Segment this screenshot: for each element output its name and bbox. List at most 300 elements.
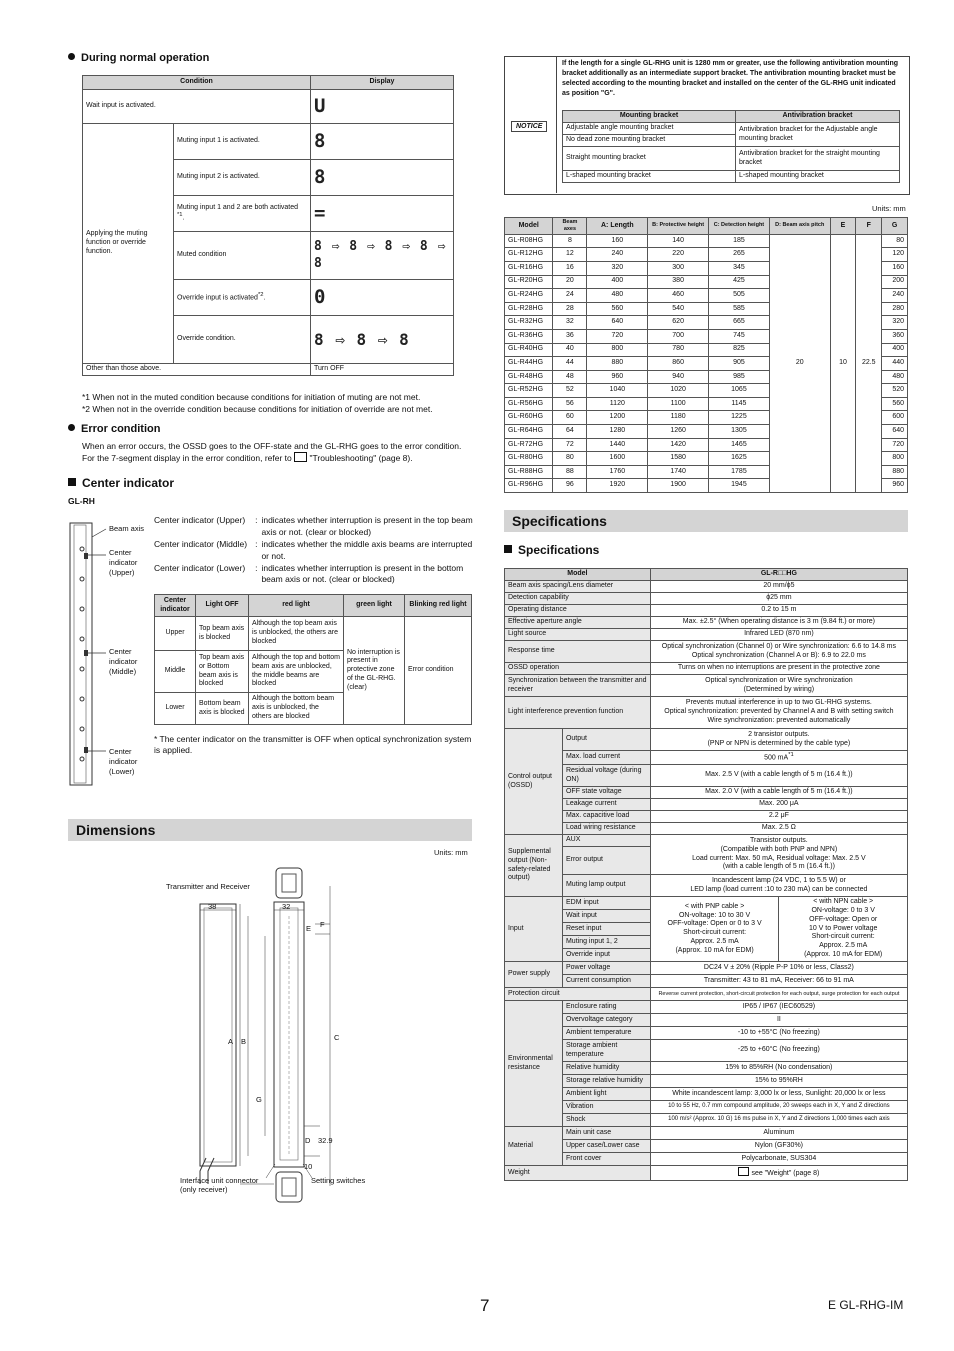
colon: : bbox=[255, 515, 258, 525]
spec-val: 0.2 to 15 m bbox=[650, 605, 907, 617]
cond-muting2: Muting input 2 is activated. bbox=[174, 160, 311, 196]
model-cell: 56 bbox=[553, 397, 587, 411]
model-cell: 720 bbox=[587, 329, 648, 343]
th: Model bbox=[505, 218, 553, 235]
desc-lower-key: Center indicator (Lower) bbox=[154, 562, 246, 573]
cond-muting1: Muting input 1 is activated. bbox=[174, 124, 311, 160]
dim-38: 38 bbox=[208, 902, 217, 911]
spec-val: Transmitter: 43 to 81 mA, Receiver: 66 to 91 mA bbox=[650, 975, 907, 988]
spec-val: Polycarbonate, SUS304 bbox=[650, 1153, 907, 1166]
cell: No dead zone mounting bracket bbox=[563, 135, 736, 147]
spec-val: DC24 V ± 20% (Ripple P-P 10% or less, Class2) bbox=[650, 962, 907, 975]
model-cell: 720 bbox=[882, 438, 908, 452]
spec-key: AUX bbox=[562, 835, 650, 847]
model-cell: 1625 bbox=[709, 452, 770, 466]
spec-val: Optical synchronization (Channel 0) or Wire synchronization: 6.6 to 14.8 ms Optical synchronization (Channel A or B): 6.9 to 22.0 ms bbox=[650, 641, 907, 663]
specifications-table bbox=[504, 568, 908, 1181]
model-cell: 20 bbox=[769, 234, 830, 492]
model-cell: 520 bbox=[882, 384, 908, 398]
spec-key: Max. load current bbox=[562, 751, 650, 765]
label-ci-upper: Center indicator (Upper) bbox=[109, 548, 138, 577]
th-condition: Condition bbox=[83, 76, 311, 90]
model-cell: 10 bbox=[830, 234, 856, 492]
label-interface-connector: Interface unit connector (only receiver) bbox=[180, 1176, 259, 1194]
model-cell: 600 bbox=[882, 411, 908, 425]
model-cell: 800 bbox=[587, 343, 648, 357]
desc-middle-value: indicates whether the middle axis beams are interrupted or not. bbox=[261, 538, 473, 561]
model-cell: 440 bbox=[882, 357, 908, 371]
spec-group: Environmental resistance bbox=[505, 1001, 563, 1127]
model-cell: 585 bbox=[709, 302, 770, 316]
spec-key: Front cover bbox=[562, 1153, 650, 1166]
spec-val: White incandescent lamp: 3,000 lx or less, Sunlight: 20,000 lx or less bbox=[650, 1088, 907, 1101]
spec-val: 100 m/s² (Approx. 10 G) 16 ms pulse in X, Y and Z directions 1,000 times each axis bbox=[650, 1114, 907, 1127]
model-cell: 425 bbox=[709, 275, 770, 289]
spec-key: Error output bbox=[562, 847, 650, 875]
spec-key: Detection capability bbox=[505, 593, 651, 605]
model-cell: 32 bbox=[553, 316, 587, 330]
spec-group: Input bbox=[505, 897, 563, 962]
spec-val bbox=[650, 1166, 907, 1181]
segment-display: U bbox=[314, 94, 327, 117]
spec-key: Light interference prevention function bbox=[505, 697, 651, 729]
th: Beam axes bbox=[553, 218, 587, 235]
model-cell: 825 bbox=[709, 343, 770, 357]
model-cell: 22.5 bbox=[856, 234, 882, 492]
spec-key: Protection circuit bbox=[505, 988, 651, 1001]
center-indicator-descriptions bbox=[154, 515, 474, 586]
spec-val: -25 to +60°C (No freezing) bbox=[650, 1040, 907, 1062]
model-cell: 1145 bbox=[709, 397, 770, 411]
model-cell: 96 bbox=[553, 479, 587, 493]
colon: : bbox=[255, 538, 258, 549]
dim-C: C bbox=[334, 1033, 340, 1042]
model-cell: 460 bbox=[648, 289, 709, 303]
cell: Antivibration bracket for the Adjustable angle mounting bracket bbox=[736, 123, 900, 147]
cell: Adjustable angle mounting bracket bbox=[563, 123, 736, 135]
spec-val: Max. ±2.5° (When operating distance is 3 m (9.84 ft.) or more) bbox=[650, 617, 907, 629]
model-cell: 1040 bbox=[587, 384, 648, 398]
model-cell: 1225 bbox=[709, 411, 770, 425]
book-icon bbox=[294, 452, 307, 462]
cell: Although the bottom beam axis is unblocked, the others are blocked bbox=[249, 693, 344, 725]
spec-group: Control output (OSSD) bbox=[505, 729, 563, 835]
desc-middle-key: Center indicator (Middle) bbox=[154, 538, 248, 549]
model-cell: 1260 bbox=[648, 425, 709, 439]
model-cell: 905 bbox=[709, 357, 770, 371]
model-cell: 1280 bbox=[587, 425, 648, 439]
bracket-table bbox=[562, 110, 900, 183]
model-cell: 640 bbox=[882, 425, 908, 439]
spec-key: OFF state voltage bbox=[562, 787, 650, 799]
th: Antivibration bracket bbox=[736, 111, 900, 123]
spec-key: Overvoltage category bbox=[562, 1014, 650, 1027]
spec-key: Upper case/Lower case bbox=[562, 1140, 650, 1153]
model-cell: 540 bbox=[648, 302, 709, 316]
segment-display: 8 bbox=[314, 165, 327, 188]
model-cell: 880 bbox=[882, 465, 908, 479]
weight-link[interactable]: see "Weight" (page 8) bbox=[751, 1170, 820, 1178]
spec-key: Weight bbox=[505, 1166, 651, 1181]
model-cell: 1420 bbox=[648, 438, 709, 452]
model-cell: 1465 bbox=[709, 438, 770, 452]
model-cell: 400 bbox=[587, 275, 648, 289]
specifications-heading: Specifications bbox=[504, 543, 599, 557]
model-cell: 380 bbox=[648, 275, 709, 289]
model-cell: 300 bbox=[648, 261, 709, 275]
cell: Error condition bbox=[405, 617, 472, 725]
model-cell: 36 bbox=[553, 329, 587, 343]
model-cell: 240 bbox=[882, 289, 908, 303]
spec-key: Enclosure rating bbox=[562, 1001, 650, 1014]
spec-val: Incandescent lamp (24 VDC, 1 to 5.5 W) or LED lamp (load current :10 to 230 mA) can be connected bbox=[650, 875, 907, 897]
spec-group: Material bbox=[505, 1127, 563, 1166]
label-setting-switches: Setting switches bbox=[311, 1176, 366, 1185]
model-cell: 780 bbox=[648, 343, 709, 357]
model-cell: GL-R48HG bbox=[505, 370, 553, 384]
spec-val: II bbox=[650, 1014, 907, 1027]
model-cell: 12 bbox=[553, 248, 587, 262]
cell: Straight mounting bracket bbox=[563, 147, 736, 171]
center-indicator-table bbox=[154, 594, 472, 725]
th: B: Protective height bbox=[648, 218, 709, 235]
model-cell: 560 bbox=[587, 302, 648, 316]
cell: Bottom beam axis is blocked bbox=[196, 693, 249, 725]
troubleshooting-link[interactable]: "Troubleshooting" (page 8). bbox=[309, 453, 413, 464]
th: Mounting bracket bbox=[563, 111, 736, 123]
dim-32-9: 32.9 bbox=[318, 1136, 333, 1145]
model-cell: 505 bbox=[709, 289, 770, 303]
cell: Upper bbox=[155, 617, 196, 651]
error-text: When an error occurs, the OSSD goes to the OFF-state and the GL-RHG goes to the error condition. For the 7-segment display in the error condition, refer to "Troubleshooting" (page 8). bbox=[82, 441, 462, 464]
cell: Although the top beam axis is unblocked, the others are blocked bbox=[249, 617, 344, 651]
cell: Top beam axis or Bottom beam axis is blocked bbox=[196, 651, 249, 693]
spec-key: Synchronization between the transmitter and receiver bbox=[505, 675, 651, 697]
spec-val-pnp: < with PNP cable > ON-voltage: 10 to 30 V OFF-voltage: Open or 0 to 3 V Short-circuit current: Approx. 2.5 mA (Approx. 10 mA for EDM) bbox=[650, 897, 779, 962]
desc-lower-value: indicates whether interruption is present in the bottom beam axis or not. (clear or blocked) bbox=[261, 562, 464, 585]
dim-10: 10 bbox=[304, 1162, 313, 1171]
cell: Antivibration bracket for the straight mounting bracket bbox=[736, 147, 900, 171]
spec-key: Override input bbox=[562, 949, 650, 962]
spec-val: 2 transistor outputs. (PNP or NPN is determined by the cable type) bbox=[650, 729, 907, 751]
normal-operation-table bbox=[82, 75, 454, 376]
model-cell: 120 bbox=[882, 248, 908, 262]
notice-text: If the length for a single GL-RHG unit is 1280 mm or greater, use the following antivibration mounting bracket additionally as an intermediate support bracket. The antivibration mounting bracket must be selected according to the mounting bracket and installed on the center of the GL-RHG unit indicated as position "G". bbox=[562, 60, 899, 98]
spec-key: Muting lamp output bbox=[562, 875, 650, 897]
model-cell: 44 bbox=[553, 357, 587, 371]
model-cell: 360 bbox=[882, 329, 908, 343]
model-cell: GL-R12HG bbox=[505, 248, 553, 262]
cell: No interruption is present in protective zone of the GL-RHG. (clear) bbox=[344, 617, 405, 725]
model-cell: GL-R16HG bbox=[505, 261, 553, 275]
book-icon bbox=[738, 1167, 749, 1176]
th: Light OFF bbox=[196, 595, 249, 617]
model-cell: 24 bbox=[553, 289, 587, 303]
notice-divider bbox=[556, 56, 557, 193]
model-cell: 700 bbox=[648, 329, 709, 343]
spec-val: Prevents mutual interference in up to two GL-RHG systems. Optical synchronization: prevented by Channel A and B with setting switch Wire synchronization: prevented automatically bbox=[650, 697, 907, 729]
model-cell: 960 bbox=[587, 370, 648, 384]
spec-key: EDM input bbox=[562, 897, 650, 910]
cond-override-input: Override input is activated$^{*2}$. bbox=[174, 280, 311, 316]
model-cell: 400 bbox=[882, 343, 908, 357]
model-cell: GL-R24HG bbox=[505, 289, 553, 303]
specifications-banner: Specifications bbox=[504, 510, 908, 532]
desc-upper-key: Center indicator (Upper) bbox=[154, 515, 246, 525]
footnote-2: *2 When not in the override condition because conditions for initiation of override are not met. bbox=[82, 404, 433, 414]
model-cell: 665 bbox=[709, 316, 770, 330]
doc-code: E GL-RHG-IM bbox=[828, 1298, 904, 1312]
model-cell: 320 bbox=[587, 261, 648, 275]
model-cell: 1920 bbox=[587, 479, 648, 493]
model-cell: 40 bbox=[553, 343, 587, 357]
model-cell: 1600 bbox=[587, 452, 648, 466]
spec-key: Main unit case bbox=[562, 1127, 650, 1140]
spec-key: Ambient light bbox=[562, 1088, 650, 1101]
th: E bbox=[830, 218, 856, 235]
model-cell: GL-R56HG bbox=[505, 397, 553, 411]
cond-muting12: Muting input 1 and 2 are both activated $^{*1}$. bbox=[174, 196, 311, 232]
cell: Although the top and bottom beam axis are unblocked, the middle beams are blocked bbox=[249, 651, 344, 693]
spec-key: Operating distance bbox=[505, 605, 651, 617]
spec-key: Current consumption bbox=[562, 975, 650, 988]
spec-key: Reset input bbox=[562, 923, 650, 936]
model-cell: 1100 bbox=[648, 397, 709, 411]
label-ci-middle: Center indicator (Middle) bbox=[109, 647, 138, 676]
model-cell: 1065 bbox=[709, 384, 770, 398]
model-cell: 48 bbox=[553, 370, 587, 384]
spec-key: Ambient temperature bbox=[562, 1027, 650, 1040]
model-cell: 88 bbox=[553, 465, 587, 479]
model-cell: 265 bbox=[709, 248, 770, 262]
spec-val: 500 $mA^{*1}$ bbox=[650, 751, 907, 765]
model-cell: 620 bbox=[648, 316, 709, 330]
spec-val: Nylon (GF30%) bbox=[650, 1140, 907, 1153]
cell: L-shaped mounting bracket bbox=[563, 171, 736, 183]
model-cell: 345 bbox=[709, 261, 770, 275]
model-cell: 560 bbox=[882, 397, 908, 411]
model-cell: 28 bbox=[553, 302, 587, 316]
th: GL-R□□HG bbox=[650, 569, 907, 581]
model-cell: 1785 bbox=[709, 465, 770, 479]
spec-val: 10 to 55 Hz, 0.7 mm compound amplitude, 20 sweeps each in X, Y and Z directions bbox=[650, 1101, 907, 1114]
model-cell: 940 bbox=[648, 370, 709, 384]
center-model: GL-RH bbox=[68, 496, 95, 506]
dim-G: G bbox=[256, 1095, 262, 1104]
spec-key: Muting input 1, 2 bbox=[562, 936, 650, 949]
dimensions-units: Units: mm bbox=[434, 848, 468, 857]
model-cell: 8 bbox=[553, 234, 587, 248]
spec-key: Vibration bbox=[562, 1101, 650, 1114]
dim-A: A bbox=[228, 1037, 234, 1046]
model-cell: 1120 bbox=[587, 397, 648, 411]
spec-key: Storage relative humidity bbox=[562, 1075, 650, 1088]
spec-val: Optical synchronization or Wire synchronization (Determined by wiring) bbox=[650, 675, 907, 697]
spec-val-npn: < with NPN cable > ON-voltage: 0 to 3 V OFF-voltage: Open or 10 V to Power voltage Short-circuit current: Approx. 2.5 mA (Approx. 10 mA for EDM) bbox=[779, 897, 908, 962]
model-cell: 80 bbox=[882, 234, 908, 248]
label-beam-axis: Beam axis bbox=[109, 524, 145, 533]
model-cell: GL-R80HG bbox=[505, 452, 553, 466]
model-cell: 60 bbox=[553, 411, 587, 425]
model-cell: 160 bbox=[882, 261, 908, 275]
model-cell: GL-R20HG bbox=[505, 275, 553, 289]
footnote-1: *1 When not in the muted condition because conditions for initiation of muting are not met. bbox=[82, 392, 421, 402]
cond-muted: Muted condition bbox=[174, 232, 311, 280]
model-cell: 1200 bbox=[587, 411, 648, 425]
spec-key: Storage ambient temperature bbox=[562, 1040, 650, 1062]
segment-display: = bbox=[314, 201, 327, 224]
model-cell: 80 bbox=[553, 452, 587, 466]
th: A: Length bbox=[587, 218, 648, 235]
model-cell: 280 bbox=[882, 302, 908, 316]
spec-val: ϕ25 mm bbox=[650, 593, 907, 605]
display-turnoff: Turn OFF bbox=[311, 364, 454, 376]
segment-display: 0 bbox=[314, 285, 327, 308]
spec-val: Max. 2.5 Ω bbox=[650, 823, 907, 835]
model-cell: 160 bbox=[587, 234, 648, 248]
spec-val: Infrared LED (870 nm) bbox=[650, 629, 907, 641]
model-cell: 860 bbox=[648, 357, 709, 371]
th: G bbox=[882, 218, 908, 235]
spec-key: Load wiring resistance bbox=[562, 823, 650, 835]
model-cell: 1305 bbox=[709, 425, 770, 439]
spec-val: Max. 200 μA bbox=[650, 799, 907, 811]
th: C: Detection height bbox=[709, 218, 770, 235]
model-cell: GL-R60HG bbox=[505, 411, 553, 425]
segment-display: 8 ⇨ 8 ⇨ 8 bbox=[314, 329, 410, 349]
th: Blinking red light bbox=[405, 595, 472, 617]
notice-label: NOTICE bbox=[511, 121, 547, 132]
dim-B: B bbox=[241, 1037, 247, 1046]
spec-val: 20 mm/ϕ5 bbox=[650, 581, 907, 593]
model-cell: GL-R40HG bbox=[505, 343, 553, 357]
cell: Top beam axis is blocked bbox=[196, 617, 249, 651]
model-cell: 1440 bbox=[587, 438, 648, 452]
spec-val: Max. 2.0 V (with a cable length of 5 m (16.4 ft.)) bbox=[650, 787, 907, 799]
model-cell: 64 bbox=[553, 425, 587, 439]
model-cell: 745 bbox=[709, 329, 770, 343]
model-cell: 960 bbox=[882, 479, 908, 493]
model-cell: 1760 bbox=[587, 465, 648, 479]
th-display: Display bbox=[311, 76, 454, 90]
spec-key: Output bbox=[562, 729, 650, 751]
cond-other: Other than those above. bbox=[83, 364, 311, 376]
spec-key: Beam axis spacing/Lens diameter bbox=[505, 581, 651, 593]
spec-key: Response time bbox=[505, 641, 651, 663]
model-cell: 1945 bbox=[709, 479, 770, 493]
cond-applying: Applying the muting function or override function. bbox=[83, 124, 174, 364]
model-cell: 1180 bbox=[648, 411, 709, 425]
model-cell: 1900 bbox=[648, 479, 709, 493]
model-cell: 1020 bbox=[648, 384, 709, 398]
spec-key: Shock bbox=[562, 1114, 650, 1127]
dimension-drawing bbox=[170, 866, 370, 1216]
model-cell: 72 bbox=[553, 438, 587, 452]
model-cell: 20 bbox=[553, 275, 587, 289]
th: Model bbox=[505, 569, 651, 581]
segment-display: 8 ⇨ 8 ⇨ 8 ⇨ 8 ⇨ 8 bbox=[314, 239, 447, 271]
model-cell: 240 bbox=[587, 248, 648, 262]
spec-val: 15% to 85%RH (No condensation) bbox=[650, 1062, 907, 1075]
segment-display: 8 bbox=[314, 129, 327, 152]
model-cell: 200 bbox=[882, 275, 908, 289]
th: D: Beam axis pitch bbox=[769, 218, 830, 235]
th: F bbox=[856, 218, 882, 235]
spec-key: Residual voltage (during ON) bbox=[562, 765, 650, 787]
model-cell: 185 bbox=[709, 234, 770, 248]
model-cell: 480 bbox=[587, 289, 648, 303]
model-cell: GL-R44HG bbox=[505, 357, 553, 371]
model-cell: GL-R08HG bbox=[505, 234, 553, 248]
cell: L-shaped mounting bracket bbox=[736, 171, 900, 183]
spec-key: Max. capacitive load bbox=[562, 811, 650, 823]
model-cell: 1580 bbox=[648, 452, 709, 466]
spec-val: IP65 / IP67 (IEC60529) bbox=[650, 1001, 907, 1014]
label-tx-rx: Transmitter and Receiver bbox=[166, 882, 250, 891]
spec-val: 15% to 95%RH bbox=[650, 1075, 907, 1088]
spec-val: Aluminum bbox=[650, 1127, 907, 1140]
model-cell: 16 bbox=[553, 261, 587, 275]
model-cell: GL-R36HG bbox=[505, 329, 553, 343]
model-cell: 140 bbox=[648, 234, 709, 248]
model-cell: 52 bbox=[553, 384, 587, 398]
model-cell: 640 bbox=[587, 316, 648, 330]
model-cell: GL-R96HG bbox=[505, 479, 553, 493]
model-cell: 985 bbox=[709, 370, 770, 384]
center-indicator-note: * The center indicator on the transmitter is OFF when optical synchronization system is applied. bbox=[154, 734, 472, 756]
models-units: Units: mm bbox=[872, 204, 906, 213]
th: red light bbox=[249, 595, 344, 617]
cond-wait: Wait input is activated. bbox=[83, 90, 311, 124]
model-cell: GL-R32HG bbox=[505, 316, 553, 330]
dim-32: 32 bbox=[282, 902, 291, 911]
spec-key: Power voltage bbox=[562, 962, 650, 975]
page-number: 7 bbox=[480, 1296, 490, 1315]
spec-val: -10 to +55°C (No freezing) bbox=[650, 1027, 907, 1040]
model-cell: 220 bbox=[648, 248, 709, 262]
model-cell: GL-R88HG bbox=[505, 465, 553, 479]
models-table bbox=[504, 217, 908, 493]
model-cell: 880 bbox=[587, 357, 648, 371]
model-cell: GL-R52HG bbox=[505, 384, 553, 398]
spec-group: Supplemental output (Non-safety-related output) bbox=[505, 835, 563, 897]
spec-key: Wait input bbox=[562, 910, 650, 923]
label-ci-lower: Center indicator (Lower) bbox=[109, 747, 138, 776]
colon: : bbox=[255, 562, 258, 573]
dim-E: E bbox=[306, 924, 312, 933]
spec-key: Relative humidity bbox=[562, 1062, 650, 1075]
cond-override: Override condition. bbox=[174, 316, 311, 364]
spec-group: Power supply bbox=[505, 962, 563, 988]
dim-D: D bbox=[305, 1136, 311, 1145]
spec-val: Transistor outputs. (Compatible with both PNP and NPN) Load current: Max. 50 mA, Residual voltage: Max. 2.5 V (with a cable length of 5 m (16.4 ft.)) bbox=[650, 835, 907, 875]
desc-upper-value: indicates whether interruption is present in the top beam axis or not. (clear or blocked) bbox=[261, 515, 473, 537]
spec-key: Light source bbox=[505, 629, 651, 641]
model-row bbox=[505, 234, 908, 248]
model-cell: GL-R64HG bbox=[505, 425, 553, 439]
model-cell: 800 bbox=[882, 452, 908, 466]
normal-operation-heading: During normal operation bbox=[68, 52, 209, 64]
spec-val: Reverse current protection, short-circuit protection for each output, surge protection for each output bbox=[650, 988, 907, 1001]
spec-val: Max. 2.5 V (with a cable length of 5 m (16.4 ft.)) bbox=[650, 765, 907, 787]
spec-val: Turns on when no interruptions are present in the protective zone bbox=[650, 663, 907, 675]
model-cell: GL-R28HG bbox=[505, 302, 553, 316]
cell: Lower bbox=[155, 693, 196, 725]
model-cell: 480 bbox=[882, 370, 908, 384]
spec-key: OSSD operation bbox=[505, 663, 651, 675]
th: green light bbox=[344, 595, 405, 617]
spec-key: Leakage current bbox=[562, 799, 650, 811]
